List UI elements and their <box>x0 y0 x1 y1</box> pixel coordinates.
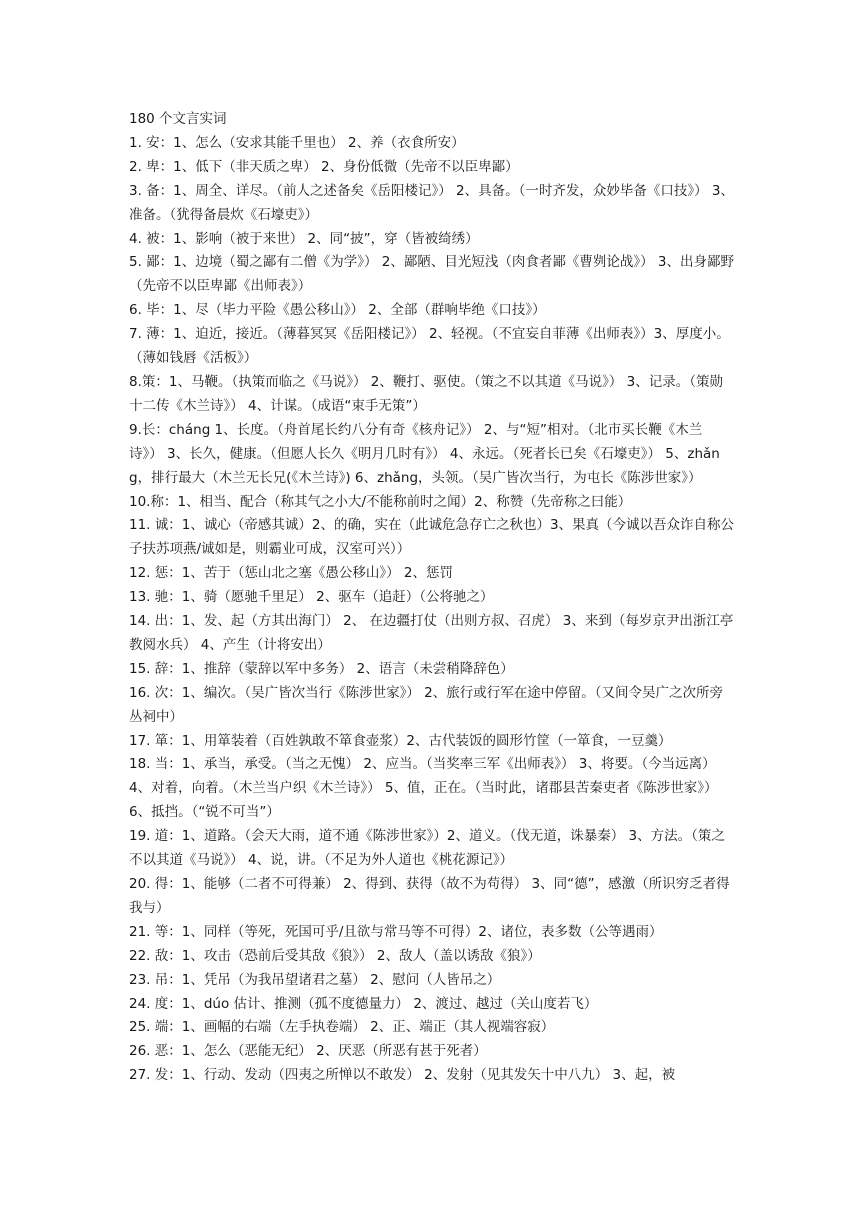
entry-23: 23. 吊：1、凭吊（为我吊望诸君之墓） 2、慰问（人皆吊之） <box>129 971 501 988</box>
entry-4: 4. 被：1、影响（被于来世） 2、同“披”，穿（皆被绮绣） <box>129 230 479 247</box>
entry-5: 5. 鄙：1、边境（蜀之鄙有二僧《为学》） 2、鄙陋、目光短浅（肉食者鄙《曹刿论战》） 3、出身鄙野（先帝不以臣卑鄙《出师表》） <box>129 254 735 295</box>
entry-11: 11. 诚：1、诚心（帝感其诚）2、的确，实在（此诚危急存亡之秋也）3、果真（今诚以吾众诈自称公子扶苏项燕/诚如是，则霸业可成，汉室可兴）） <box>129 517 735 558</box>
entry-15: 15. 辞：1、推辞（蒙辞以军中多务） 2、语言（未尝稍降辞色） <box>129 660 514 677</box>
entry-2: 2. 卑：1、低下（非天质之卑） 2、身份低微（先帝不以臣卑鄙） <box>129 158 519 175</box>
entry-20: 20. 得：1、能够（二者不可得兼） 2、得到、获得（故不为苟得） 3、同“德”，感激（所识穷乏者得我与） <box>129 876 730 916</box>
document-body <box>129 108 735 1088</box>
entry-18: 18. 当：1、承当，承受。（当之无愧） 2、应当。（当奖率三军《出师表》） 3、将要。（今当远离） 4、对着，向着。（木兰当户织《木兰诗》） 5、值，正在。（当时此，诸郡县苦秦吏者《陈涉世家》） 6、抵挡。（“锐不可当”） <box>129 756 718 821</box>
entry-6: 6. 毕：1、尽（毕力平险《愚公移山》） 2、全部（群响毕绝《口技》） <box>129 302 546 319</box>
entry-21: 21. 等：1、同样（等死，死国可乎/且欲与常马等不可得）2、诸位，表多数（公等遇雨） <box>129 923 663 940</box>
entry-12: 12. 惩：1、苦于（惩山北之塞《愚公移山》） 2、惩罚 <box>129 565 453 582</box>
entry-14: 14. 出：1、发、起（方其出海门） 2、 在边疆打仗（出则方叔、召虎） 3、来到（每岁京尹出浙江亭教阅水兵） 4、产生（计将安出） <box>129 613 734 653</box>
entry-25: 25. 端：1、画幅的右端（左手执卷端） 2、正、端正（其人视端容寂） <box>129 1019 555 1036</box>
document-title: 180 个文言实词 <box>129 111 227 127</box>
entry-22: 22. 敌：1、攻击（恐前后受其敌《狼》） 2、敌人（盖以诱敌《狼》） <box>129 947 541 964</box>
entry-27: 27. 发：1、行动、发动（四夷之所惮以不敢发） 2、发射（见其发矢十中八九） 3、起，被 <box>129 1067 676 1084</box>
entry-24: 24. 度：1、dúo 估计、推测（孤不度德量力） 2、渡过、越过（关山度若飞） <box>129 995 598 1012</box>
entry-17: 17. 箪：1、用箪装着（百姓孰敢不箪食壶浆）2、古代装饭的圆形竹筐（一箪食，一豆羹） <box>129 732 672 749</box>
entry-10: 10.称：1、相当、配合（称其气之小大/不能称前时之闻）2、称赞（先帝称之曰能） <box>129 493 632 510</box>
entry-1: 1. 安：1、怎么（安求其能千里也） 2、养（衣食所安） <box>129 134 465 151</box>
entry-7: 7. 薄：1、迫近，接近。（薄暮冥冥《岳阳楼记》） 2、轻视。（不宜妄自菲薄《出师表》）3、厚度小。（薄如钱唇《活板》） <box>129 326 730 367</box>
entry-16: 16. 次：1、编次。（吴广皆次当行《陈涉世家》） 2、旅行或行军在途中停留。（又间令吴广之次所旁丛祠中） <box>129 684 723 725</box>
entry-13: 13. 驰：1、骑（愿驰千里足） 2、驱车（追赶）（公将驰之） <box>129 589 494 606</box>
entry-8: 8.策：1、马鞭。（执策而临之《马说》） 2、鞭打、驱使。（策之不以其道《马说》） 3、记录。（策勋十二传《木兰诗》） 4、计谋。（成语“束手无策”） <box>129 373 723 414</box>
entry-19: 19. 道：1、道路。（会天大雨，道不通《陈涉世家》）2、道义。（伐无道，诛暴秦） 3、方法。（策之不以其道《马说》） 4、说，讲。（不足为外人道也《桃花源记》） <box>129 828 725 869</box>
entry-9: 9.长：cháng 1、长度。（舟首尾长约八分有奇《核舟记》） 2、与“短”相对。（北市买长鞭《木兰诗》） 3、长久，健康。（但愿人长久《明月几时有》） 4、永远。（死者长已矣《石壕吏》） 5、zhǎng，排行最大（木兰无长兄(《木兰诗》) 6、zhǎng，头领。（吴广皆次当行，为屯长《陈涉世家》） <box>129 421 720 486</box>
entry-3: 3. 备：1、周全、详尽。（前人之述备矣《岳阳楼记》） 2、具备。（一时齐发，众妙毕备《口技》） 3、准备。（犹得备晨炊《石壕吏》） <box>129 182 735 223</box>
entry-26: 26. 恶：1、怎么（恶能无纪） 2、厌恶（所恶有甚于死者） <box>129 1043 487 1060</box>
